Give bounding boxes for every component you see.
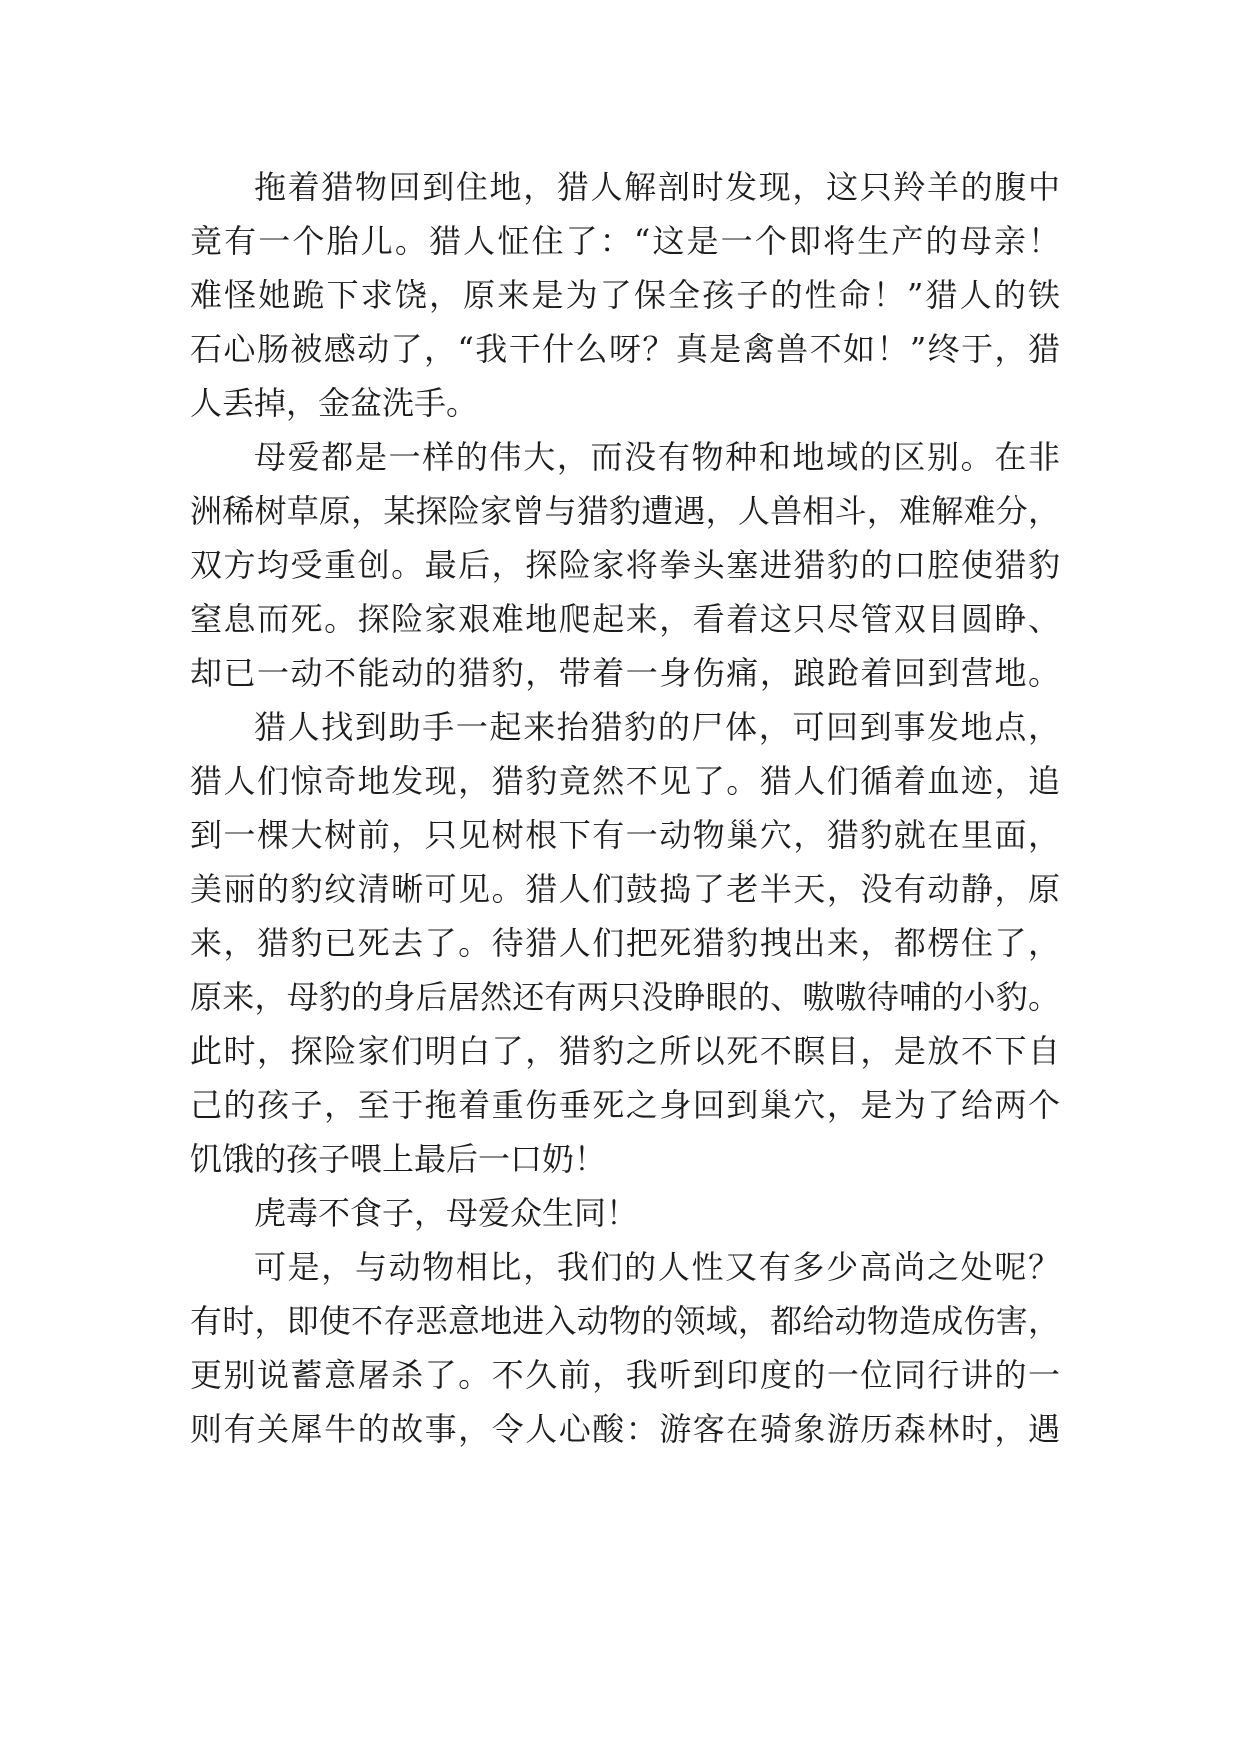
paragraph-proverb [190, 1186, 1060, 1240]
text-body [190, 160, 1060, 1456]
text-line: 双方均受重创。最后，探险家将拳头塞进猎豹的口腔使猎豹 [190, 546, 1060, 584]
text-line: 窒息而死。探险家艰难地爬起来，看着这只尽管双目圆睁、 [190, 600, 1060, 638]
text-line: 此时，探险家们明白了，猎豹之所以死不瞑目，是放不下自 [190, 1032, 1060, 1070]
text-line: 更别说蓄意屠杀了。不久前，我听到印度的一位同行讲的一 [190, 1356, 1060, 1394]
text-line: 猎人们惊奇地发现，猎豹竟然不见了。猎人们循着血迹，追 [190, 762, 1060, 800]
text-line: 有时，即使不存恶意地进入动物的领域，都给动物造成伤害， [190, 1302, 1060, 1340]
text-line: 猎人找到助手一起来抬猎豹的尸体，可回到事发地点， [254, 708, 1060, 746]
paragraph-explorer [190, 430, 1060, 700]
text-line: 竟有一个胎儿。猎人怔住了：“这是一个即将生产的母亲！ [190, 222, 1060, 260]
text-line: 拖着猎物回到住地，猎人解剖时发现，这只羚羊的腹中 [254, 168, 1060, 206]
text-line: 虎毒不食子，母爱众生同！ [254, 1194, 639, 1232]
text-line: 己的孩子，至于拖着重伤垂死之身回到巢穴，是为了给两个 [190, 1086, 1060, 1124]
text-line: 母爱都是一样的伟大，而没有物种和地域的区别。在非 [254, 438, 1060, 476]
text-line: 来，猎豹已死去了。待猎人们把死猎豹拽出来，都楞住了， [190, 924, 1060, 962]
text-line: 可是，与动物相比，我们的人性又有多少高尚之处呢？ [254, 1248, 1060, 1286]
text-line: 美丽的豹纹清晰可见。猎人们鼓捣了老半天，没有动静，原 [190, 870, 1060, 908]
text-line: 到一棵大树前，只见树根下有一动物巢穴，猎豹就在里面， [190, 816, 1060, 854]
text-line: 难怪她跪下求饶，原来是为了保全孩子的性命！”猎人的铁 [190, 276, 1060, 314]
paragraph-cheetah [190, 700, 1060, 1186]
paragraph-antelope [190, 160, 1060, 430]
paragraph-humanity [190, 1240, 1060, 1456]
text-line: 饥饿的孩子喂上最后一口奶！ [190, 1140, 607, 1178]
text-line: 石心肠被感动了，“我干什么呀？真是禽兽不如！”终于，猎 [190, 330, 1060, 368]
text-line: 却已一动不能动的猎豹，带着一身伤痛，踉跄着回到营地。 [190, 654, 1060, 692]
text-line: 则有关犀牛的故事，令人心酸：游客在骑象游历森林时，遇 [190, 1410, 1060, 1448]
text-line: 原来，母豹的身后居然还有两只没睁眼的、嗷嗷待哺的小豹。 [190, 978, 1060, 1016]
text-line: 洲稀树草原，某探险家曾与猎豹遭遇，人兽相斗，难解难分， [190, 492, 1060, 530]
text-line: 人丢掉，金盆洗手。 [190, 384, 479, 422]
